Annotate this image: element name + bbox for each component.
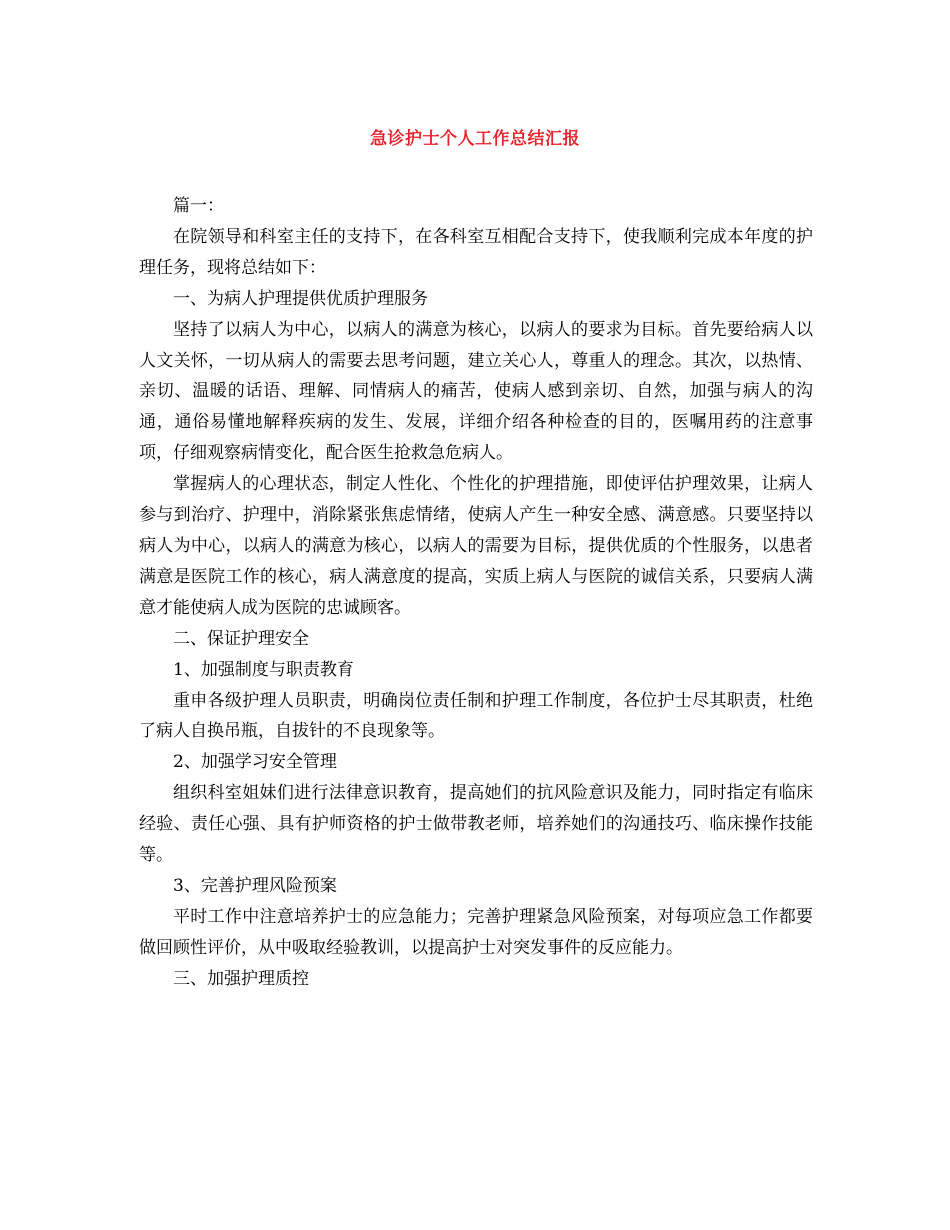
section-heading-1: 一、为病人护理提供优质护理服务	[173, 288, 428, 309]
subsection-heading: 3、完善护理风险预案	[173, 875, 337, 896]
body-paragraph: 掌握病人的心理状态，制定人性化、个性化的护理措施，即使评估护理效果，让病人参与到治疗、护理中，消除紧张焦虑情绪，使病人产生一种安全感、满意感。只要坚持以病人为中心，以病人的满意为核心，以病人的需要为目标，提供优质的个性服务，以患者满意是医院工作的核心，病人满意度的提高，实质上病人与医院的诚信关系，只要病人满意才能使病人成为医院的忠诚顾客。	[139, 474, 813, 618]
body-paragraph: 组织科室姐妹们进行法律意识教育，提高她们的抗风险意识及能力，同时指定有临床经验、责任心强、具有护师资格的护士做带教老师，培养她们的沟通技巧、临床操作技能等。	[139, 783, 813, 866]
section-label: 篇一：	[173, 196, 224, 216]
section-heading-2: 二、保证护理安全	[173, 628, 309, 649]
body-paragraph: 重申各级护理人员职责，明确岗位责任制和护理工作制度，各位护士尽其职责，杜绝了病人自换吊瓶，自拔针的不良现象等。	[139, 690, 813, 742]
document-body	[139, 191, 813, 995]
subsection-heading: 2、加强学习安全管理	[173, 752, 337, 773]
body-paragraph: 坚持了以病人为中心，以病人的满意为核心，以病人的要求为目标。首先要给病人以人文关怀，一切从病人的需要去思考问题，建立关心人，尊重人的理念。其次，以热情、亲切、温暖的话语、理解、同情病人的痛苦，使病人感到亲切、自然，加强与病人的沟通，通俗易懂地解释疾病的发生、发展，详细介绍各种检查的目的，医嘱用药的注意事项，仔细观察病情变化，配合医生抢救急危病人。	[139, 319, 813, 464]
document-title: 急诊护士个人工作总结汇报	[370, 129, 580, 149]
intro-paragraph: 在院领导和科室主任的支持下，在各科室互相配合支持下，使我顺利完成本年度的护理任务，现将总结如下：	[139, 226, 813, 278]
section-heading-3: 三、加强护理质控	[173, 968, 309, 989]
body-paragraph: 平时工作中注意培养护士的应急能力；完善护理紧急风险预案，对每项应急工作都要做回顾性评价，从中吸取经验教训，以提高护士对突发事件的反应能力。	[139, 906, 813, 958]
subsection-heading: 1、加强制度与职责教育	[173, 659, 354, 680]
